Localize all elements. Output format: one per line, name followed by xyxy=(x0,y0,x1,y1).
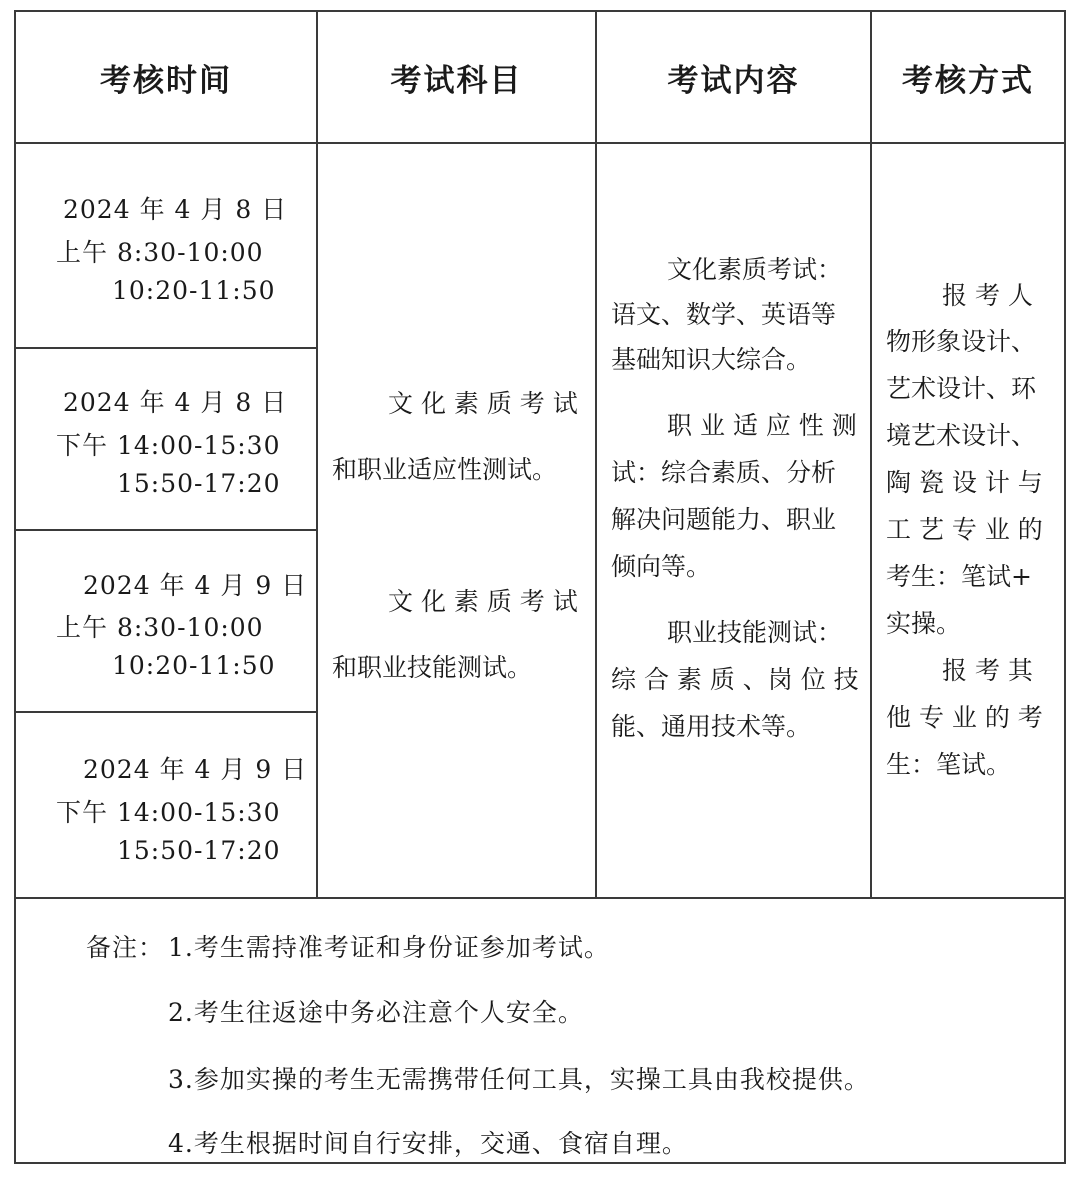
notes-divider xyxy=(14,897,1066,899)
session-date: 2024 年 4 月 8 日 xyxy=(63,195,288,224)
row-divider-1 xyxy=(14,347,318,349)
method-line: 陶 瓷 设 计 与 xyxy=(886,468,1043,497)
content-line: 职 业 适 应 性 测 xyxy=(667,411,857,440)
method-line: 实操。 xyxy=(886,609,962,638)
header-divider xyxy=(14,142,1066,144)
method-line: 报 考 其 xyxy=(942,656,1033,685)
subject-2-line-1: 文 化 素 质 考 试 xyxy=(388,587,578,616)
content-line: 基础知识大综合。 xyxy=(611,345,812,374)
session-second-slot: 10:20-11:50 xyxy=(112,276,276,305)
header-method: 考核方式 xyxy=(902,62,1034,99)
session-date: 2024 年 4 月 9 日 xyxy=(83,571,308,600)
session-period: 上午 8:30-10:00 xyxy=(56,238,264,267)
subject-1-line-2: 和职业适应性测试。 xyxy=(332,455,558,484)
session-date: 2024 年 4 月 9 日 xyxy=(83,755,308,784)
method-line: 他 专 业 的 考 xyxy=(886,703,1043,732)
session-period: 下午 14:00-15:30 xyxy=(56,431,281,460)
row-divider-2 xyxy=(14,529,318,531)
method-line: 考生：笔试+ xyxy=(886,562,1032,591)
session-second-slot: 15:50-17:20 xyxy=(117,469,281,498)
table-border-bottom xyxy=(14,1162,1066,1164)
method-line: 艺术设计、环 xyxy=(886,374,1037,403)
content-line: 文化素质考试： xyxy=(667,255,843,284)
content-line: 能、通用技术等。 xyxy=(611,712,812,741)
content-line: 倾向等。 xyxy=(611,552,712,581)
subject-1-line-1: 文 化 素 质 考 试 xyxy=(388,389,578,418)
method-line: 境艺术设计、 xyxy=(886,421,1037,450)
subject-2-line-2: 和职业技能测试。 xyxy=(332,653,533,682)
method-line: 工 艺 专 业 的 xyxy=(886,515,1043,544)
session-period: 上午 8:30-10:00 xyxy=(56,613,264,642)
header-time: 考核时间 xyxy=(100,62,232,99)
session-second-slot: 15:50-17:20 xyxy=(117,836,281,865)
session-date: 2024 年 4 月 8 日 xyxy=(63,388,288,417)
session-second-slot: 10:20-11:50 xyxy=(112,651,276,680)
content-line: 职业技能测试： xyxy=(667,618,843,647)
table-border-left xyxy=(14,10,16,1164)
notes-label: 备注： xyxy=(86,933,165,962)
header-subject: 考试科目 xyxy=(390,62,523,99)
method-line: 生：笔试。 xyxy=(886,750,1012,779)
column-divider-2 xyxy=(595,10,597,899)
row-divider-3 xyxy=(14,711,318,713)
content-line: 解决问题能力、职业 xyxy=(611,505,837,534)
table-border-right xyxy=(1064,10,1066,1164)
method-line: 物形象设计、 xyxy=(886,327,1037,356)
header-content: 考试内容 xyxy=(667,62,800,99)
method-line: 报 考 人 xyxy=(942,281,1033,310)
content-line: 试：综合素质、分析 xyxy=(611,458,837,487)
note-item: 2.考生往返途中务必注意个人安全。 xyxy=(168,998,584,1027)
column-divider-3 xyxy=(870,10,872,899)
content-line: 语文、数学、英语等 xyxy=(611,300,837,329)
content-line: 综 合 素 质 、岗 位 技 xyxy=(611,665,859,694)
column-divider-1 xyxy=(316,10,318,899)
session-period: 下午 14:00-15:30 xyxy=(56,798,281,827)
note-item: 4.考生根据时间自行安排，交通、食宿自理。 xyxy=(168,1129,688,1158)
note-item: 3.参加实操的考生无需携带任何工具，实操工具由我校提供。 xyxy=(168,1065,870,1094)
note-item: 1.考生需持准考证和身份证参加考试。 xyxy=(168,933,610,962)
